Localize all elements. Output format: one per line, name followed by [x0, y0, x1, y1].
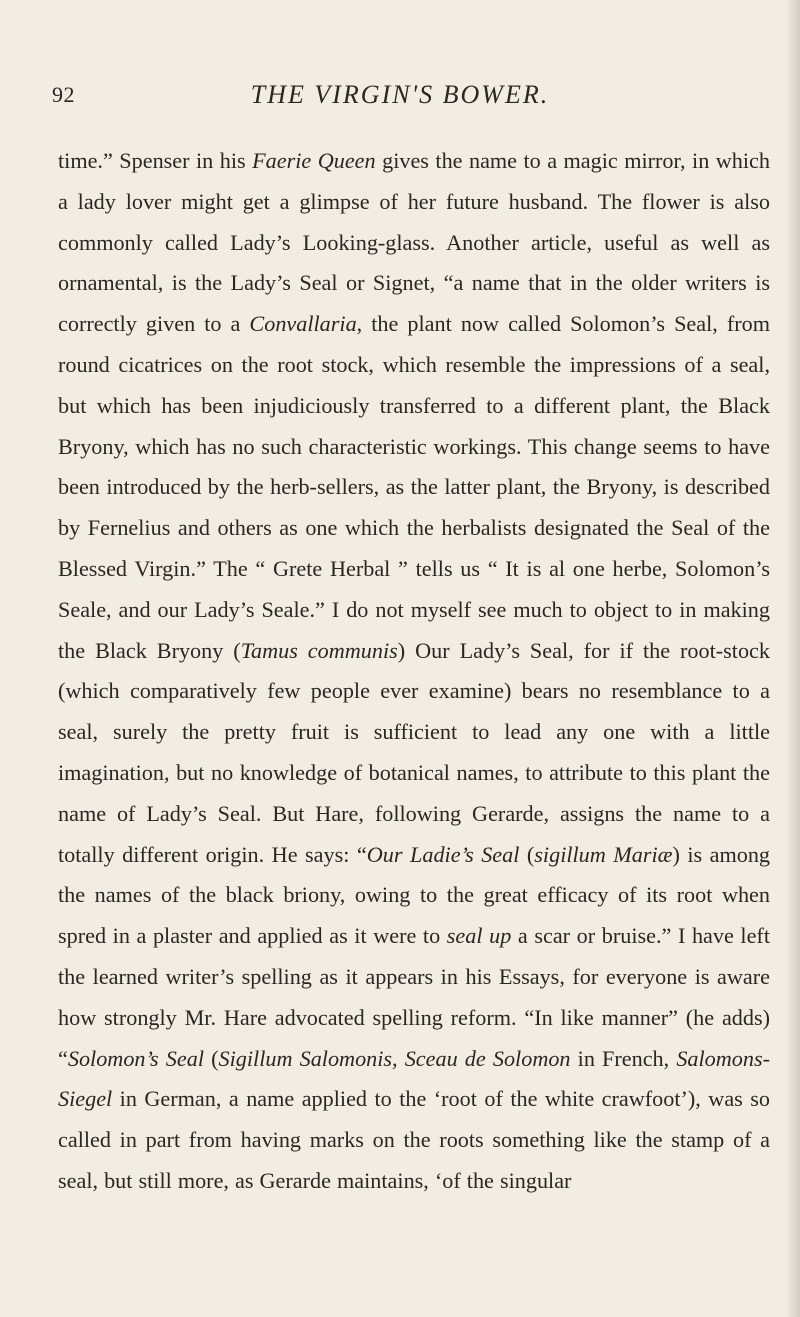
text-span: ) is among the names of the black briony, owing to the great efficacy of its root when spred in a plaster and applied as it were to — [58, 841, 771, 949]
text-span: a scar or bruise.” I have left the learned writer’s spelling as it appears in his Essays, for everyone is aware how strongly Mr. Hare advocated spelling reform. “In like manner” (he adds) “ — [58, 923, 770, 1071]
italic-title: Faerie Queen — [252, 148, 376, 173]
italic-term: Salomons-Siegel — [58, 1045, 770, 1112]
text-span: in German, a name applied to the ‘root of the white crawfoot’), was so called in part from having marks on the roots something like the stamp of a seal, but still more, as Gerarde maintains, ‘of the singular — [58, 1086, 770, 1193]
text-span: ( — [204, 1045, 219, 1071]
text-span: time.” Spenser in his — [58, 148, 253, 173]
page-number: 92 — [52, 82, 75, 107]
running-head: THE VIRGIN'S BOWER. — [250, 80, 550, 109]
italic-term: Solomon’s Seal — [67, 1045, 204, 1071]
text-span: ) Our Lady’s Seal, for if the root-stock (which comparatively few people ever examine) bears no resemblance to a seal, surely the pretty fruit is sufficient to lead any one with a little imagination, but no knowledge of botanical names, to attribute to this plant the name of Lady’s Seal. But Hare, following Gerarde, assigns the name to a totally different origin. He says: “ — [58, 637, 771, 867]
italic-term: Convallaria — [249, 311, 357, 337]
italic-term: Tamus communis — [240, 637, 398, 663]
page-edge-shadow — [786, 0, 800, 1317]
text-span: in French, — [570, 1045, 677, 1071]
italic-term: Sigillum Salomonis, Sceau de Solomon — [218, 1045, 571, 1071]
italic-term: seal up — [446, 923, 512, 949]
body-paragraph — [58, 141, 770, 1202]
italic-term: sigillum Mariæ — [534, 841, 673, 867]
italic-term: Our Ladie’s Seal — [366, 841, 520, 867]
text-span: , the plant now called Solomon’s Seal, from round cicatrices on the root stock, which resemble the impressions of a seal, but which has been injudiciously transferred to a different plant, the Black Bryony, which has no such characteristic workings. This change seems to have been introduced by the herb-sellers, as the latter plant, the Bryony, is described by Fernelius and others as one which the herbalists designated the Seal of the Blessed Virgin.” The “ Grete Herbal ” tells us “ It is al one herbe, Solomon’s Seale, and our Lady’s Seale.” I do not myself see much to object to in making the Black Bryony ( — [58, 311, 770, 663]
text-span: gives the name to a magic mirror, in which a lady lover might get a glimpse of her future husband. The flower is also commonly called Lady’s Looking-glass. Another article, useful as well as ornamental, is the Lady’s Seal or Signet, “a name that in the older writers is correctly given to a — [58, 148, 770, 337]
text-span: ( — [519, 841, 535, 867]
